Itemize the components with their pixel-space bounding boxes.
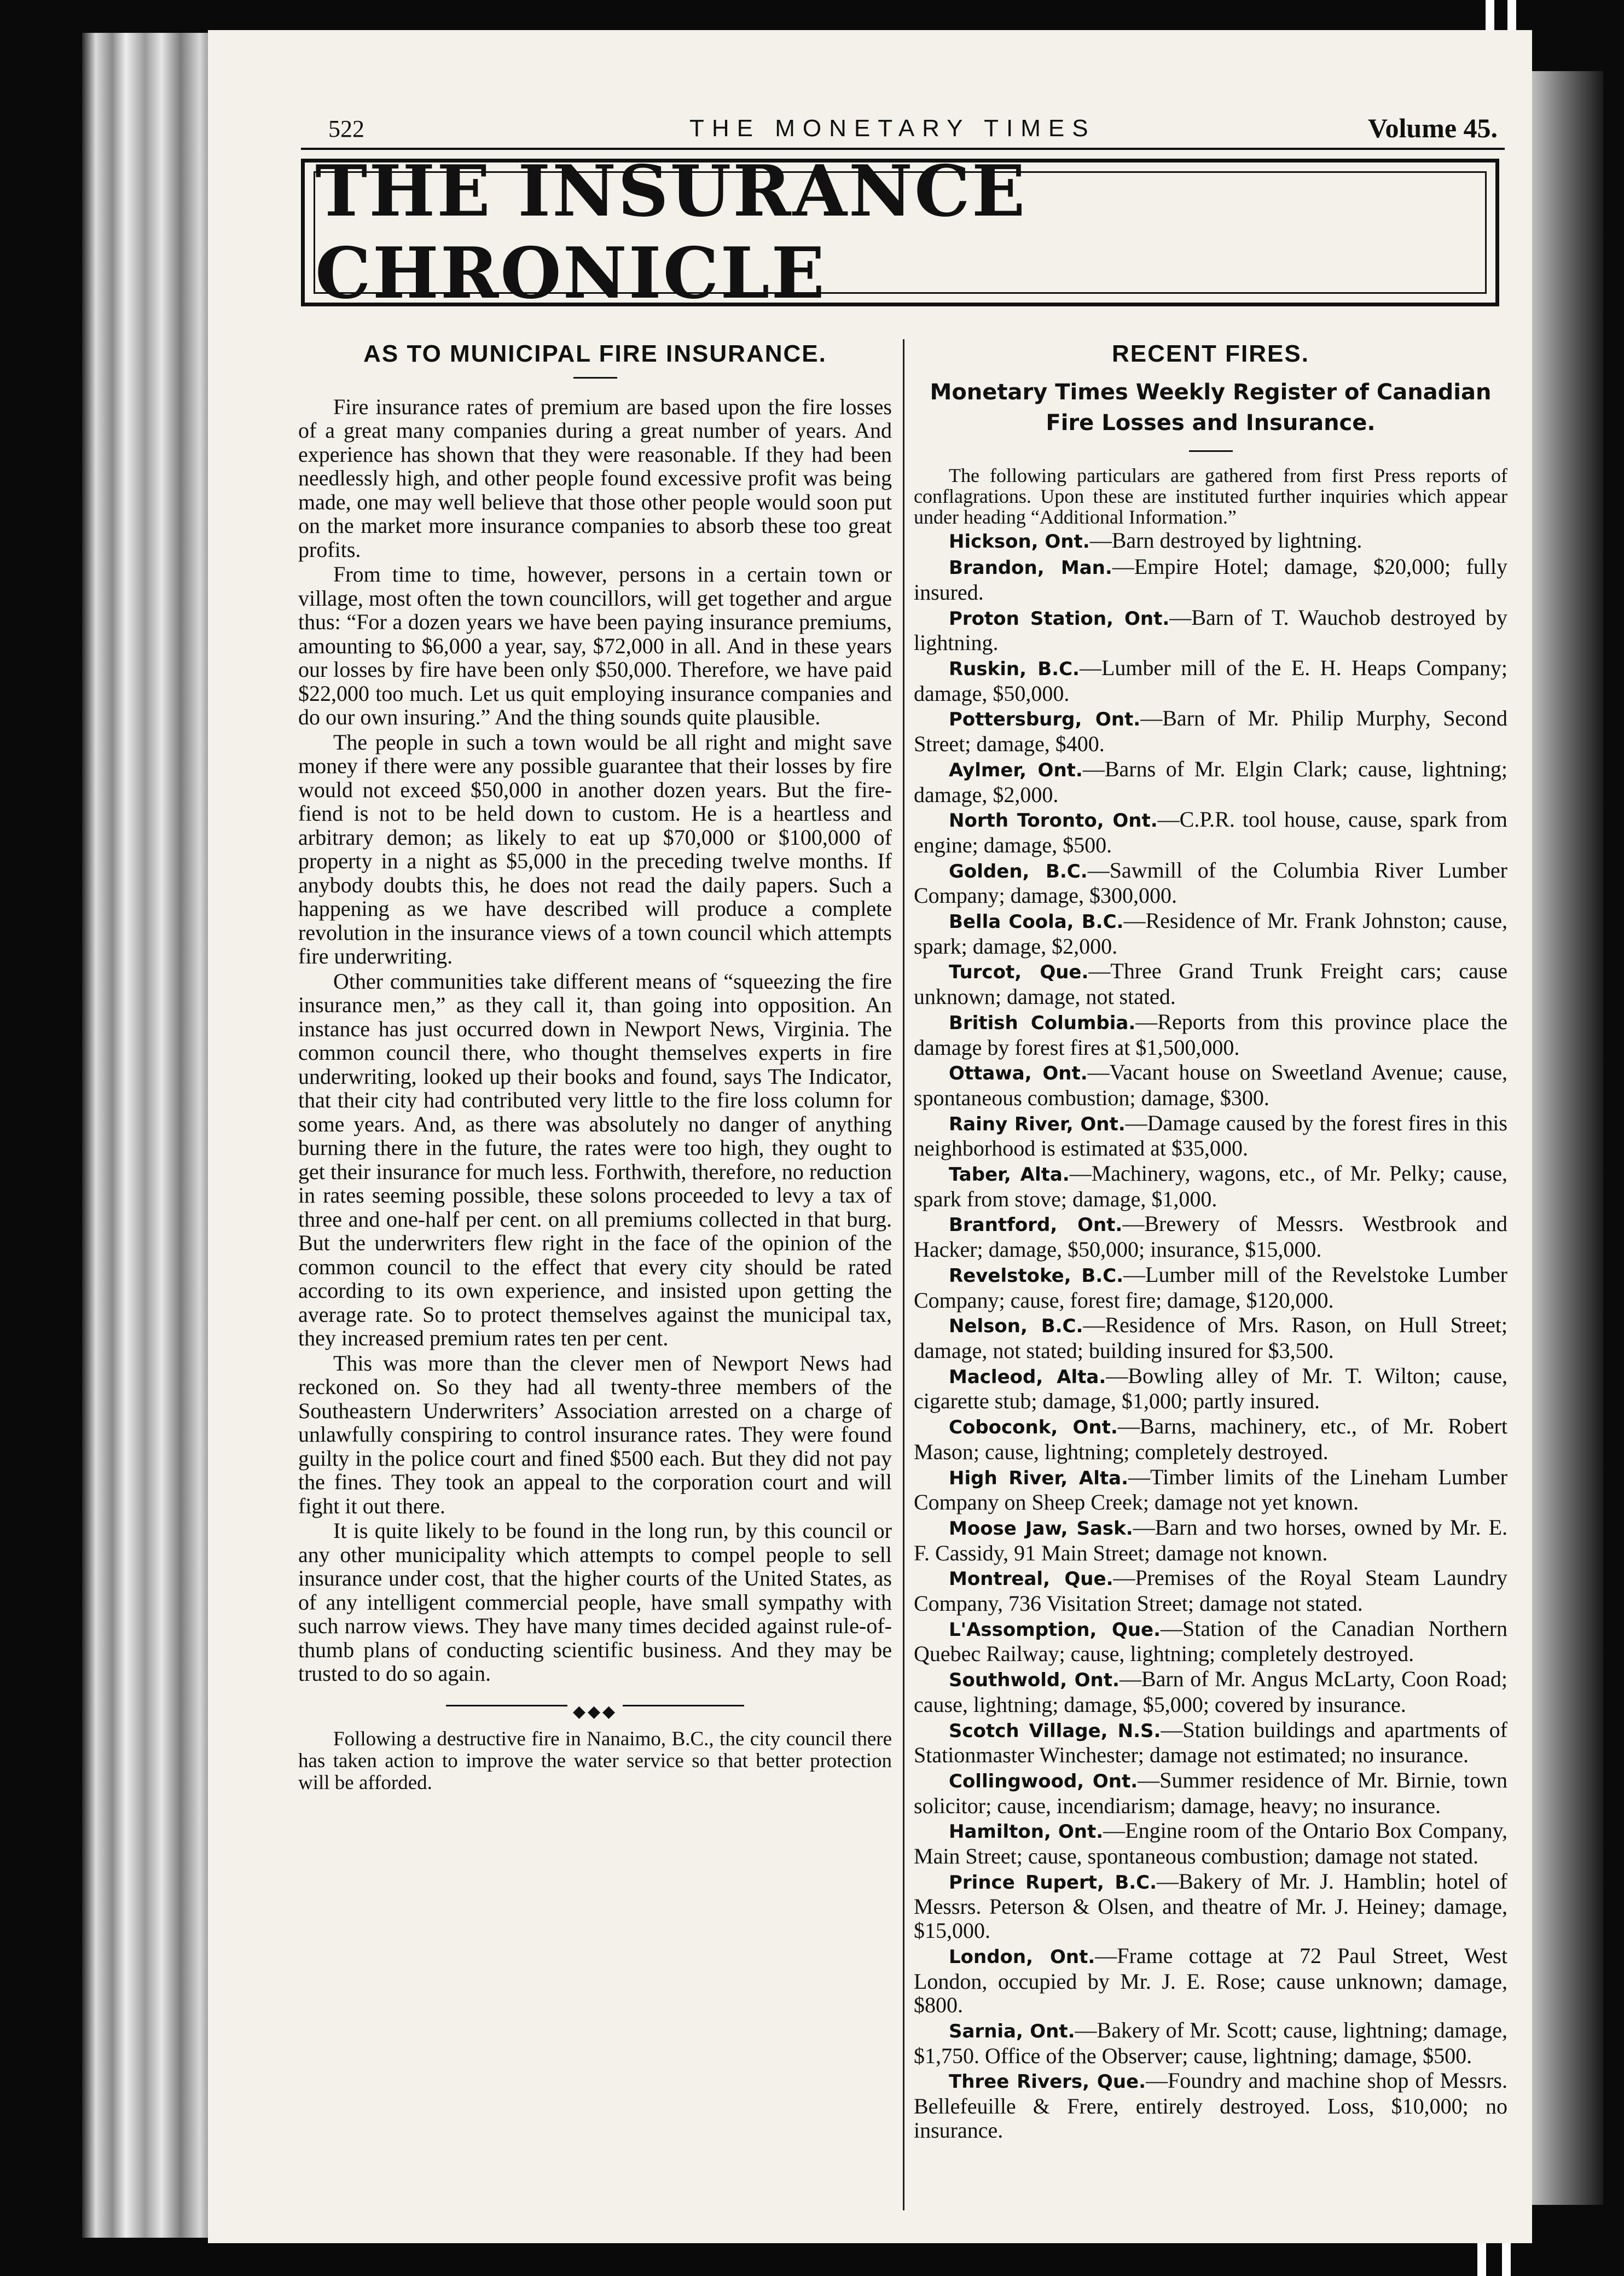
fire-entry [914,1111,1507,1160]
fire-entry [914,1060,1507,1110]
document-page [208,30,1532,2243]
book-binding-gutter [82,33,219,2238]
fire-entry [914,1162,1507,1211]
fire-entry-details: —Bowling alley of Mr. T. Wilton; cause, cigarette stub; damage, $1,000; partly insured. [914,1363,1507,1414]
header-rule [301,148,1505,150]
fire-entry-details: —C.P.R. tool house, cause, spark from engine; damage, $500. [914,807,1507,857]
fire-entry-place: North Toronto, Ont. [949,810,1158,832]
fire-entry-details: —Barn of Mr. Angus McLarty, Coon Road; cause, lightning; damage, $5,000; covered by insurance. [914,1667,1507,1717]
fire-entry-place: Hamilton, Ont. [949,1821,1104,1843]
fire-entry-details: —Residence of Mr. Frank Johnston; cause, spark; damage, $2,000. [914,908,1507,959]
fire-entry-place: London, Ont. [949,1946,1095,1968]
fire-entry-details: —Damage caused by the forest fires in this neighborhood is estimated at $35,000. [914,1110,1507,1161]
fire-entry-details: —Barn and two horses, owned by Mr. E. F. Cassidy, 91 Main Street; damage not known. [914,1514,1507,1565]
fire-entry-place: Collingwood, Ont. [949,1770,1138,1792]
fire-entry-place: Macleod, Alta. [949,1366,1106,1388]
fire-entry-place: Proton Station, Ont. [949,607,1170,630]
fire-entry [914,2018,1507,2068]
fire-entry-place: Three Rivers, Que. [949,2071,1146,2093]
fire-entry [914,1313,1507,1362]
fire-entry-place: Prince Rupert, B.C. [949,1871,1157,1894]
fire-entry-place: Scotch Village, N.S. [949,1720,1161,1742]
fire-entry-place: Coboconk, Ont. [949,1416,1118,1439]
fire-entry [914,555,1507,604]
fire-entry [914,1944,1507,2017]
fire-entry-place: Ottawa, Ont. [949,1062,1088,1085]
fire-entry-details: —Barn of T. Wauchob destroyed by lightning. [914,605,1507,655]
fire-entry [914,706,1507,756]
fire-entry [914,1566,1507,1615]
fire-entry [914,1667,1507,1716]
register-intro: The following particulars are gathered from first Press reports of conflagrations. Upon these are instituted further inquiries which appear under heading “Additional Information.” [914,464,1507,528]
fire-entry-details: —Lumber mill of the E. H. Heaps Company; damage, $50,000. [914,655,1507,706]
article-paragraph: The people in such a town would be all right and might save money if there were any possible guarantee that their losses by fire would not exceed $50,000 in another dozen years. But the fire-fiend is not to be held down to custom. He is a heartless and arbitrary demon; as likely to eat up $70,000 or $100,000 of property in a night as $5,000 in the preceding twelve months. If anybody doubts this, he does not read the daily papers. Such a happening as we have described will produce a complete revolution in the insurance views of a town council which attempts fire underwriting. [298,729,892,968]
fire-entry [914,1414,1507,1464]
article-paragraph: From time to time, however, persons in a certain town or village, most often the town councillors, will get together and argue thus: “For a dozen years we have been paying insurance premiums, amounting to $6,000 a year, say, $72,000 in all. And in these years our losses by fire have been only $50,000. Therefore, we have paid $22,000 too much. Let us quit employing insurance companies and do our own insuring.” And the thing sounds quite plausible. [298,562,892,729]
section-ornament [298,1698,892,1721]
fire-entry-details: —Three Grand Trunk Freight cars; cause unknown; damage, not stated. [914,959,1507,1009]
left-column [298,342,892,1795]
fire-entry [914,2069,1507,2142]
fire-entry-details: —Machinery, wagons, etc., of Mr. Pelky; cause, spark from stove; damage, $1,000. [914,1161,1507,1211]
column-rule [903,339,904,2210]
fire-entry-place: Bella Coola, B.C. [949,911,1124,933]
fire-entry [914,1516,1507,1565]
masthead-inner-frame [314,150,1487,315]
fire-entry-details: —Barn destroyed by lightning. [1089,527,1362,553]
article-paragraph: It is quite likely to be found in the long run, by this council or any other municipality which attempts to compel people to sell insurance under cost, that the higher courts of the United States, as of any intelligent commercial people, have small sympathy with such narrow views. They have many times decided against rule-of-thumb plans of conducting scientific business. And they may be trusted to do so again. [298,1518,892,1686]
fire-entry [914,858,1507,908]
ornament-glyphs: ◆◆◆ [567,1700,623,1724]
fire-entry [914,529,1507,554]
fire-entry [914,1212,1507,1261]
fire-entry-place: Golden, B.C. [949,860,1088,882]
article-paragraph: Fire insurance rates of premium are based upon the fire losses of a great many companies during a great number of years. And experience has shown that they were reasonable. If they had been needlessly high, and other people found excessive profit was being made, one may well believe that those other people would soon put on the market more insurance companies to absorb these too great profits. [298,394,892,562]
fire-entry [914,1617,1507,1666]
fire-entry-details: —Barn of Mr. Philip Murphy, Second Street; damage, $400. [914,706,1507,757]
fire-entry-place: British Columbia. [949,1012,1136,1034]
article-title: AS TO MUNICIPAL FIRE INSURANCE. [363,340,827,367]
title-dash [573,377,617,379]
fire-entry-place: Revelstoke, B.C. [949,1264,1124,1287]
fire-entry-place: Hickson, Ont. [949,530,1090,553]
fire-entry-place: Montreal, Que. [949,1568,1113,1590]
fire-entry-details: —Sawmill of the Columbia River Lumber Company; damage, $300,000. [914,857,1507,908]
fire-entry-place: Sarnia, Ont. [949,2020,1075,2042]
fire-entry-place: Southwold, Ont. [949,1669,1120,1692]
fire-entry-details: —Vacant house on Sweetland Avenue; cause, spontaneous combustion; damage, $300. [914,1060,1507,1110]
fire-entry-details: —Barns, machinery, etc., of Mr. Robert Mason; cause, lightning; completely destroyed. [914,1414,1507,1464]
fire-entry [914,959,1507,1008]
subtitle-dash [1189,450,1233,452]
fire-entry [914,909,1507,958]
masthead-box [301,150,1499,315]
fire-entry-details: —Frame cottage at 72 Paul Street, West London, occupied by Mr. J. E. Rose; cause unknown; damage, $800. [914,1943,1507,2018]
fire-entry [914,757,1507,806]
volume-label: Volume 45. [1368,113,1498,143]
fire-entry-details: —Empire Hotel; damage, $20,000; fully insured. [914,554,1508,605]
scan-mark [1502,2238,1511,2276]
fire-entry [914,1768,1507,1818]
right-column [914,342,1507,2144]
fire-entry-details: —Engine room of the Ontario Box Company, Main Street; cause, spontaneous combustion; damage not stated. [914,1818,1507,1869]
fire-entry-place: Taber, Alta. [949,1164,1070,1186]
fire-entry-details: —Timber limits of the Lineham Lumber Company on Sheep Creek; damage not yet known. [914,1464,1507,1515]
fire-entry-details: —Station of the Canadian Northern Quebec Railway; cause, lightning; completely destroyed. [914,1616,1507,1667]
fire-entry-place: Ruskin, B.C. [949,658,1080,681]
fire-entry [914,606,1507,655]
fire-entry-place: High River, Alta. [949,1467,1128,1489]
fire-entry-place: Rainy River, Ont. [949,1113,1126,1135]
news-note: Following a destructive fire in Nanaimo, B.C., the city council there has taken action to improve the water service so that better protection will be afforded. [298,1727,892,1794]
fire-entry-place: Turcot, Que. [949,961,1089,984]
running-head [208,85,1532,145]
fire-entry-place: L'Assomption, Que. [949,1618,1161,1641]
fire-entry-place: Pottersburg, Ont. [949,709,1141,731]
fire-entry-details: —Station buildings and apartments of Stationmaster Winchester; damage not estimated; no insurance. [914,1717,1508,1768]
publication-title: THE MONETARY TIMES [689,115,1096,142]
fire-entry [914,1819,1507,1868]
fire-entry-place: Brantford, Ont. [949,1214,1123,1236]
fire-entry-details: —Reports from this province place the damage by forest fires at $1,500,000. [914,1009,1507,1060]
article-paragraph: This was more than the clever men of Newport News had reckoned on. So they had all twenty-three members of the Southeastern Underwriters’ Association arrested on a charge of unlawfully conspiring to control insurance rates. They were found guilty in the police court and fined $500 each. But they did not pay the fines. They took an appeal to the corporation court and will fight it out there. [298,1350,892,1518]
fire-entry-details: —Bakery of Mr. Scott; cause, lightning; damage, $1,750. Office of the Observer; cause, lightning; damage, $500. [914,2017,1507,2068]
fire-entry-place: Nelson, B.C. [949,1315,1083,1338]
scan-mark [1477,2238,1486,2276]
fire-entry-details: —Bakery of Mr. J. Hamblin; hotel of Messrs. Peterson & Olsen, and theatre of Mr. J. Heiney; damage, $15,000. [914,1868,1508,1943]
fire-entry-details: —Summer residence of Mr. Birnie, town solicitor; cause, incendiarism; damage, heavy; no insurance. [914,1767,1507,1818]
fire-entry [914,1718,1507,1767]
page-number: 522 [328,115,364,142]
article-paragraph: Other communities take different means of “squeezing the fire insurance men,” as they call it, than going into opposition. An instance has just occurred down in Newport News, Virginia. The common council there, who thought themselves experts in fire underwriting, looked up their books and found, says The Indicator, that their city had contributed very little to the fire loss column for some years. And, as there was absolutely no danger of anything burning there in the future, the rates were too high, they ought to get their insurance for much less. Forthwith, therefore, no reduction in rates seeming possible, these solons proceeded to levy a tax of three and one-half per cent. on all premiums collected in that burg. But the underwriters flew right in the face of the opinion of the common council to the effect that every city should be rated according to its own experience, and insisted upon getting the average rate. So to protect themselves against the municipal tax, they increased premium rates ten per cent. [298,968,892,1350]
fire-entry [914,1010,1507,1059]
fire-entry-place: Aylmer, Ont. [949,759,1083,781]
fire-entry-place: Brandon, Man. [949,557,1112,579]
register-subtitle: Monetary Times Weekly Register of Canadian Fire Losses and Insurance. [930,379,1492,436]
fire-entry-details: —Premises of the Royal Steam Laundry Company, 736 Visitation Street; damage not stated. [914,1565,1507,1616]
fire-entry-place: Moose Jaw, Sask. [949,1517,1133,1540]
fire-entry-details: —Foundry and machine shop of Messrs. Bellefeuille & Frere, entirely destroyed. Loss, $10,000; no insurance. [914,2068,1507,2143]
fire-entry [914,1465,1507,1514]
fire-entry-details: —Barns of Mr. Elgin Clark; cause, lightning; damage, $2,000. [914,756,1507,807]
masthead-title: THE INSURANCE CHRONICLE [315,150,1027,315]
recent-fires-title: RECENT FIRES. [1112,340,1309,367]
fire-entry [914,1263,1507,1312]
fire-entry-details: —Brewery of Messrs. Westbrook and Hacker; damage, $50,000; insurance, $15,000. [914,1211,1507,1262]
fire-entry-details: —Lumber mill of the Revelstoke Lumber Company; cause, forest fire; damage, $120,000. [914,1262,1507,1313]
fire-entry [914,1364,1507,1413]
fire-entry [914,656,1507,705]
fire-entry [914,808,1507,857]
fire-entry [914,1869,1507,1943]
fire-entries-list [914,529,1507,2143]
page-right-edge [1532,71,1603,2205]
fire-entry-details: —Residence of Mrs. Rason, on Hull Street; damage, not stated; building insured for $3,500. [914,1313,1507,1363]
